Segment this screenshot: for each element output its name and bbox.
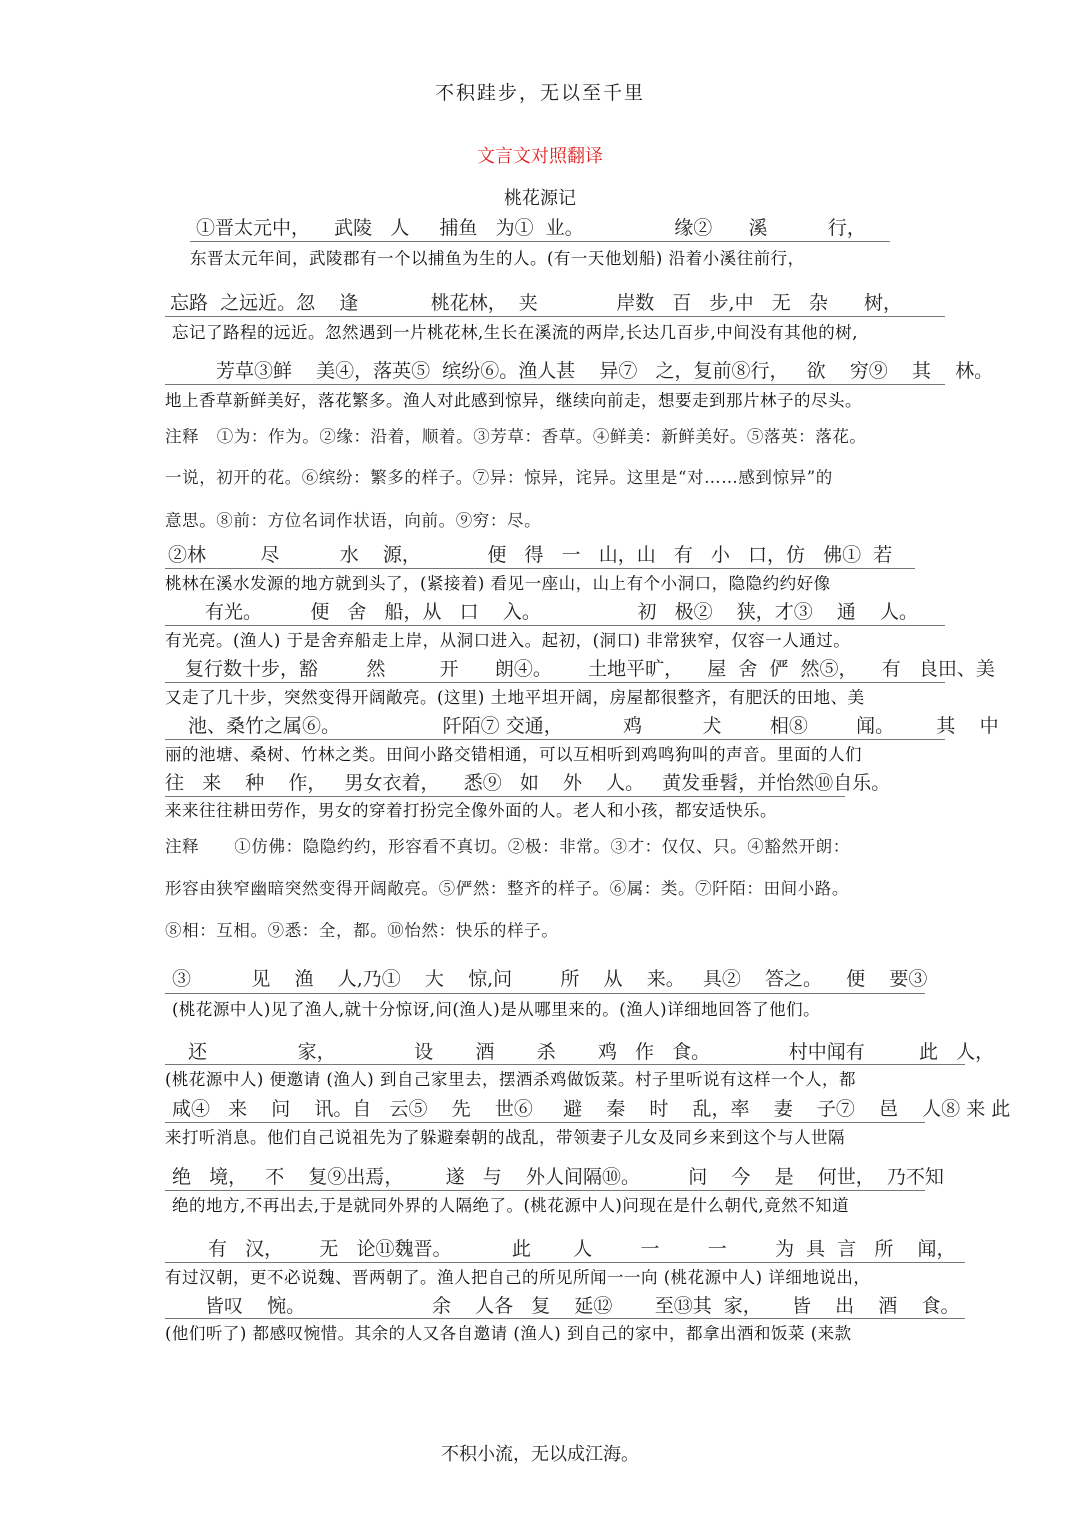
underline-rule [165,1122,925,1123]
original-line: ①晋太元中， 武陵 人 捕鱼 为① 业。 缘② 溪 行， [196,217,866,239]
underline-rule [190,241,890,242]
translation-line: 有过汉朝，更不必说魏、晋两朝了。渔人把自己的所见所闻一一向 (桃花源中人) 详细地说出， [165,1268,871,1287]
annotation-line: 意思。⑧前：方位名词作状语，向前。⑨穷：尽。 [165,511,542,530]
underline-rule [165,1064,965,1065]
underline-rule [165,568,915,569]
original-line: 咸④ 来 问 讯。自 云⑤ 先 世⑥ 避 秦 时 乱，率 妻 子⑦ 邑 人⑧ 来 此 [172,1098,1011,1120]
original-line: 皆叹 惋。 余 人各 复 延⑫ 至⑬其 家， 皆 出 酒 食。 [205,1295,960,1317]
underline-rule [165,1318,965,1319]
annotation-line: ⑧相：互相。⑨悉：全，都。⑩怡然：快乐的样子。 [165,921,559,940]
translation-line: 来来往往耕田劳作，男女的穿着打扮完全像外面的人。老人和小孩，都安适快乐。 [165,801,777,820]
translation-line: (桃花源中人)见了渔人,就十分惊讶,问(渔人)是从哪里来的。(渔人)详细地回答了他们。 [172,1000,821,1019]
original-line: ③ 见 渔 人,乃① 大 惊,问 所 从 来。 具② 答之。 便 要③ [172,968,928,990]
underline-rule [165,316,945,317]
footer-motto: 不积小流，无以成江海。 [441,1444,639,1465]
original-line: 往 来 种 作， 男女衣着， 悉⑨ 如 外 人。 黄发垂髫，并怡然⑩自乐。 [165,772,891,794]
underline-rule [165,384,945,385]
original-line: 芳草③鲜 美④，落英⑤ 缤纷⑥。渔人甚 异⑦ 之，复前⑧行， 欲 穷⑨ 其 林。 [216,360,994,382]
translation-line: 有光亮。(渔人) 于是舍弃船走上岸，从洞口进入。起初，(洞口) 非常狭窄，仅容一人通过。 [165,631,851,650]
original-line: 还 家， 设 酒 杀 鸡 作 食。 村中闻有 此 人， [188,1041,995,1063]
translation-line: 又走了几十步，突然变得开阔敞亮。(这里) 土地平坦开阔，房屋都很整齐，有肥沃的田地、美 [165,688,865,707]
underline-rule [165,625,945,626]
document-title: 文言文对照翻译 [477,146,603,167]
header-motto: 不积跬步，无以至千里 [434,82,645,104]
translation-line: (他们听了) 都感叹惋惜。其余的人又各自邀请 (渔人) 到自己的家中，都拿出酒和饭菜 (来款 [165,1324,852,1343]
original-line: 有 汉， 无 论⑪魏晋。 此 人 一 一 为 具 言 所 闻， [208,1238,956,1260]
translation-line: 忘记了路程的远近。忽然遇到一片桃花林,生长在溪流的两岸,长达几百步,中间没有其他的树, [172,323,858,342]
original-line: 忘路 之远近。忽 逢 桃花林， 夹 岸数 百 步,中 无 杂 树， [170,292,903,314]
translation-line: 东晋太元年间，武陵郡有一个以捕鱼为生的人。(有一天他划船) 沿着小溪往前行， [190,249,805,268]
translation-line: 绝的地方,不再出去,于是就同外界的人隔绝了。(桃花源中人)问现在是什么朝代,竟然不知道 [172,1196,850,1215]
underline-rule [165,682,945,683]
annotation-line: 注释 ①仿佛：隐隐约约，形容看不真切。②极：非常。③才：仅仅、只。④豁然开朗： [165,837,850,856]
original-line: 绝 境， 不 复⑨出焉， 遂 与 外人间隔⑩。 问 今 是 何世， 乃不知 [172,1166,944,1188]
translation-line: (桃花源中人) 便邀请 (渔人) 到自己家里去，摆酒杀鸡做饭菜。村子里听说有这样一个人，都 [165,1070,856,1089]
translation-line: 地上香草新鲜美好，落花繁多。渔人对此感到惊异，继续向前走，想要走到那片林子的尽头。 [165,391,862,410]
translation-line: 丽的池塘、桑树、竹林之类。田间小路交错相通，可以互相听到鸡鸣狗叫的声音。里面的人们 [165,745,862,764]
underline-rule [165,993,925,994]
original-line: ②林 尽 水 源， 便 得 一 山，山 有 小 口，仿 佛① 若 [168,544,893,566]
translation-line: 来打听消息。他们自己说祖先为了躲避秦朝的战乱，带领妻子儿女及同乡来到这个与人世隔 [165,1128,845,1147]
annotation-line: 注释 ①为：作为。②缘：沿着，顺着。③芳草：香草。④鲜美：新鲜美好。⑤落英：落花。 [165,427,867,446]
essay-title: 桃花源记 [504,188,576,209]
original-line: 复行数十步，豁 然 开 朗④。 土地平旷， 屋 舍 俨 然⑤， 有 良田、美 [185,658,995,680]
underline-rule [165,1190,925,1191]
annotation-line: 一说，初开的花。⑥缤纷：繁多的样子。⑦异：惊异，诧异。这里是“对……感到惊异”的 [165,468,833,487]
underline-rule [165,1262,965,1263]
annotation-line: 形容由狭窄幽暗突然变得开阔敞亮。⑤俨然：整齐的样子。⑥属：类。⑦阡陌：田间小路。 [165,879,849,898]
underline-rule [165,739,945,740]
original-line: 池、桑竹之属⑥。 阡陌⑦ 交通， 鸡 犬 相⑧ 闻。 其 中 [188,715,999,737]
translation-line: 桃林在溪水发源的地方就到头了，(紧接着) 看见一座山，山上有个小洞口，隐隐约约好像 [165,574,831,593]
underline-rule [165,796,845,797]
original-line: 有光。 便 舍 船，从 口 入。 初 极② 狭，才③ 通 人。 [205,601,919,623]
